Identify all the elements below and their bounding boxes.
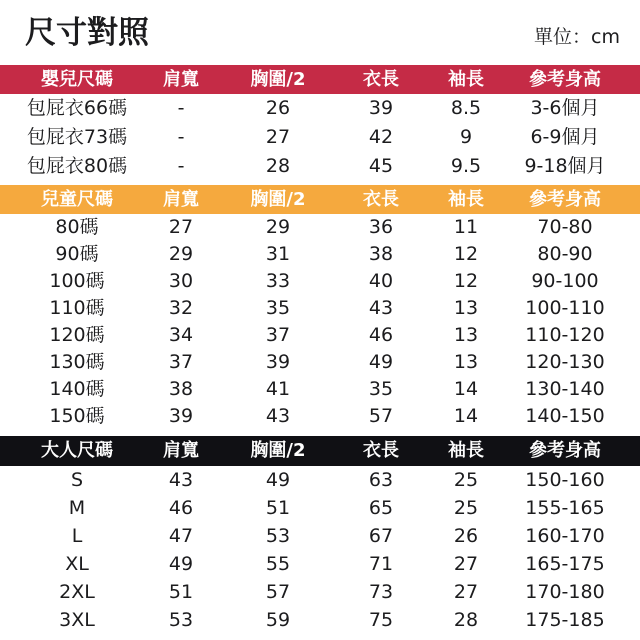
page-header bbox=[0, 0, 640, 49]
child-header-row bbox=[0, 185, 640, 214]
table-row bbox=[0, 349, 640, 376]
table-row bbox=[0, 550, 640, 578]
value-cell: 43 bbox=[265, 405, 291, 427]
value-cell: 90-100 bbox=[531, 270, 599, 292]
value-cell: 57 bbox=[368, 405, 394, 427]
value-cell: 38 bbox=[168, 378, 194, 400]
value-cell: 8.5 bbox=[450, 97, 482, 119]
table-row bbox=[0, 295, 640, 322]
value-cell: 75 bbox=[368, 609, 394, 631]
value-cell: 120-130 bbox=[525, 351, 605, 373]
size-cell: XL bbox=[65, 553, 89, 575]
value-cell: 14 bbox=[453, 378, 479, 400]
value-cell: 27 bbox=[453, 581, 479, 603]
column-header-sleeve: 袖長 bbox=[414, 65, 518, 94]
table-row bbox=[0, 376, 640, 403]
section-header-label: 兒童尺碼 bbox=[0, 185, 154, 214]
value-cell: 165-175 bbox=[525, 553, 605, 575]
table-row bbox=[0, 322, 640, 349]
size-cell: 3XL bbox=[59, 609, 95, 631]
value-cell: 31 bbox=[265, 243, 291, 265]
value-cell: 12 bbox=[453, 270, 479, 292]
value-cell: 43 bbox=[368, 297, 394, 319]
value-cell: 39 bbox=[368, 97, 394, 119]
table-row bbox=[0, 94, 640, 123]
column-header-shoulder: 肩寬 bbox=[154, 65, 208, 94]
value-cell: 3-6個月 bbox=[530, 97, 600, 119]
table-row bbox=[0, 578, 640, 606]
column-header-height: 參考身高 bbox=[518, 436, 640, 466]
table-row bbox=[0, 522, 640, 550]
value-cell: 150-160 bbox=[525, 469, 605, 491]
column-header-length: 衣長 bbox=[348, 65, 414, 94]
value-cell: 11 bbox=[453, 216, 479, 238]
value-cell: 41 bbox=[265, 378, 291, 400]
value-cell: 46 bbox=[368, 324, 394, 346]
table-row bbox=[0, 241, 640, 268]
value-cell: 175-185 bbox=[525, 609, 605, 631]
value-cell: 80-90 bbox=[537, 243, 593, 265]
value-cell: 12 bbox=[453, 243, 479, 265]
value-cell: 71 bbox=[368, 553, 394, 575]
adult-table-body bbox=[0, 466, 640, 634]
size-cell: 80碼 bbox=[55, 216, 99, 238]
size-cell: 100碼 bbox=[49, 270, 105, 292]
table-row bbox=[0, 494, 640, 522]
column-header-length: 衣長 bbox=[348, 436, 414, 466]
column-header-sleeve: 袖長 bbox=[414, 436, 518, 466]
value-cell: 25 bbox=[453, 469, 479, 491]
page-title: 尺寸對照 bbox=[25, 15, 149, 51]
value-cell: 73 bbox=[368, 581, 394, 603]
value-cell: 38 bbox=[368, 243, 394, 265]
section-header-label: 大人尺碼 bbox=[0, 436, 154, 466]
value-cell: 27 bbox=[265, 126, 291, 148]
value-cell: 29 bbox=[168, 243, 194, 265]
size-cell: L bbox=[71, 525, 83, 547]
value-cell: 26 bbox=[453, 525, 479, 547]
value-cell: 170-180 bbox=[525, 581, 605, 603]
size-cell: 包屁衣80碼 bbox=[26, 155, 128, 177]
value-cell: 43 bbox=[168, 469, 194, 491]
value-cell: 49 bbox=[368, 351, 394, 373]
column-header-chest: 胸圍/2 bbox=[208, 185, 348, 214]
value-cell: 51 bbox=[265, 497, 291, 519]
value-cell: 29 bbox=[265, 216, 291, 238]
size-cell: M bbox=[68, 497, 86, 519]
size-cell: 包屁衣73碼 bbox=[26, 126, 128, 148]
column-header-sleeve: 袖長 bbox=[414, 185, 518, 214]
size-cell: 2XL bbox=[59, 581, 95, 603]
value-cell: 32 bbox=[168, 297, 194, 319]
value-cell: 13 bbox=[453, 351, 479, 373]
value-cell: 55 bbox=[265, 553, 291, 575]
baby-header-row bbox=[0, 65, 640, 94]
value-cell: 9.5 bbox=[450, 155, 482, 177]
value-cell: 42 bbox=[368, 126, 394, 148]
value-cell: 28 bbox=[265, 155, 291, 177]
column-header-height: 參考身高 bbox=[518, 185, 640, 214]
table-row bbox=[0, 268, 640, 295]
table-row bbox=[0, 606, 640, 634]
table-row bbox=[0, 403, 640, 430]
value-cell: 57 bbox=[265, 581, 291, 603]
column-header-length: 衣長 bbox=[348, 185, 414, 214]
size-cell: 140碼 bbox=[49, 378, 105, 400]
value-cell: 35 bbox=[368, 378, 394, 400]
table-row bbox=[0, 466, 640, 494]
size-cell: 包屁衣66碼 bbox=[26, 97, 128, 119]
value-cell: 28 bbox=[453, 609, 479, 631]
value-cell: 130-140 bbox=[525, 378, 605, 400]
column-header-chest: 胸圍/2 bbox=[208, 436, 348, 466]
value-cell: 160-170 bbox=[525, 525, 605, 547]
column-header-height: 參考身高 bbox=[518, 65, 640, 94]
value-cell: 37 bbox=[265, 324, 291, 346]
value-cell: 45 bbox=[368, 155, 394, 177]
value-cell: - bbox=[177, 97, 185, 119]
value-cell: 36 bbox=[368, 216, 394, 238]
adult-header-row bbox=[0, 436, 640, 466]
size-table-child bbox=[0, 185, 640, 430]
value-cell: 9 bbox=[459, 126, 473, 148]
size-cell: 150碼 bbox=[49, 405, 105, 427]
size-cell: 130碼 bbox=[49, 351, 105, 373]
section-header-label: 嬰兒尺碼 bbox=[0, 65, 154, 94]
unit-label: 單位：cm bbox=[534, 26, 620, 48]
size-table-adult bbox=[0, 436, 640, 634]
value-cell: - bbox=[177, 126, 185, 148]
table-row bbox=[0, 123, 640, 152]
size-table-baby bbox=[0, 65, 640, 181]
value-cell: 40 bbox=[368, 270, 394, 292]
size-cell: 90碼 bbox=[55, 243, 99, 265]
value-cell: 155-165 bbox=[525, 497, 605, 519]
value-cell: 27 bbox=[453, 553, 479, 575]
value-cell: 9-18個月 bbox=[524, 155, 606, 177]
value-cell: 6-9個月 bbox=[530, 126, 600, 148]
table-row bbox=[0, 152, 640, 181]
value-cell: 37 bbox=[168, 351, 194, 373]
value-cell: 13 bbox=[453, 324, 479, 346]
value-cell: 39 bbox=[265, 351, 291, 373]
column-header-shoulder: 肩寬 bbox=[154, 185, 208, 214]
baby-table-body bbox=[0, 94, 640, 181]
value-cell: 49 bbox=[265, 469, 291, 491]
value-cell: 47 bbox=[168, 525, 194, 547]
value-cell: 25 bbox=[453, 497, 479, 519]
size-cell: 110碼 bbox=[49, 297, 105, 319]
value-cell: 49 bbox=[168, 553, 194, 575]
value-cell: 63 bbox=[368, 469, 394, 491]
value-cell: 51 bbox=[168, 581, 194, 603]
child-table-body bbox=[0, 214, 640, 430]
value-cell: 27 bbox=[168, 216, 194, 238]
value-cell: 59 bbox=[265, 609, 291, 631]
value-cell: 26 bbox=[265, 97, 291, 119]
value-cell: 65 bbox=[368, 497, 394, 519]
table-row bbox=[0, 214, 640, 241]
column-header-shoulder: 肩寬 bbox=[154, 436, 208, 466]
size-cell: S bbox=[70, 469, 84, 491]
value-cell: 67 bbox=[368, 525, 394, 547]
value-cell: 34 bbox=[168, 324, 194, 346]
value-cell: 53 bbox=[265, 525, 291, 547]
size-cell: 120碼 bbox=[49, 324, 105, 346]
value-cell: 13 bbox=[453, 297, 479, 319]
value-cell: 39 bbox=[168, 405, 194, 427]
value-cell: 35 bbox=[265, 297, 291, 319]
value-cell: 14 bbox=[453, 405, 479, 427]
value-cell: 100-110 bbox=[525, 297, 605, 319]
value-cell: 53 bbox=[168, 609, 194, 631]
value-cell: 30 bbox=[168, 270, 194, 292]
value-cell: - bbox=[177, 155, 185, 177]
value-cell: 33 bbox=[265, 270, 291, 292]
value-cell: 46 bbox=[168, 497, 194, 519]
column-header-chest: 胸圍/2 bbox=[208, 65, 348, 94]
value-cell: 70-80 bbox=[537, 216, 593, 238]
value-cell: 140-150 bbox=[525, 405, 605, 427]
value-cell: 110-120 bbox=[525, 324, 605, 346]
